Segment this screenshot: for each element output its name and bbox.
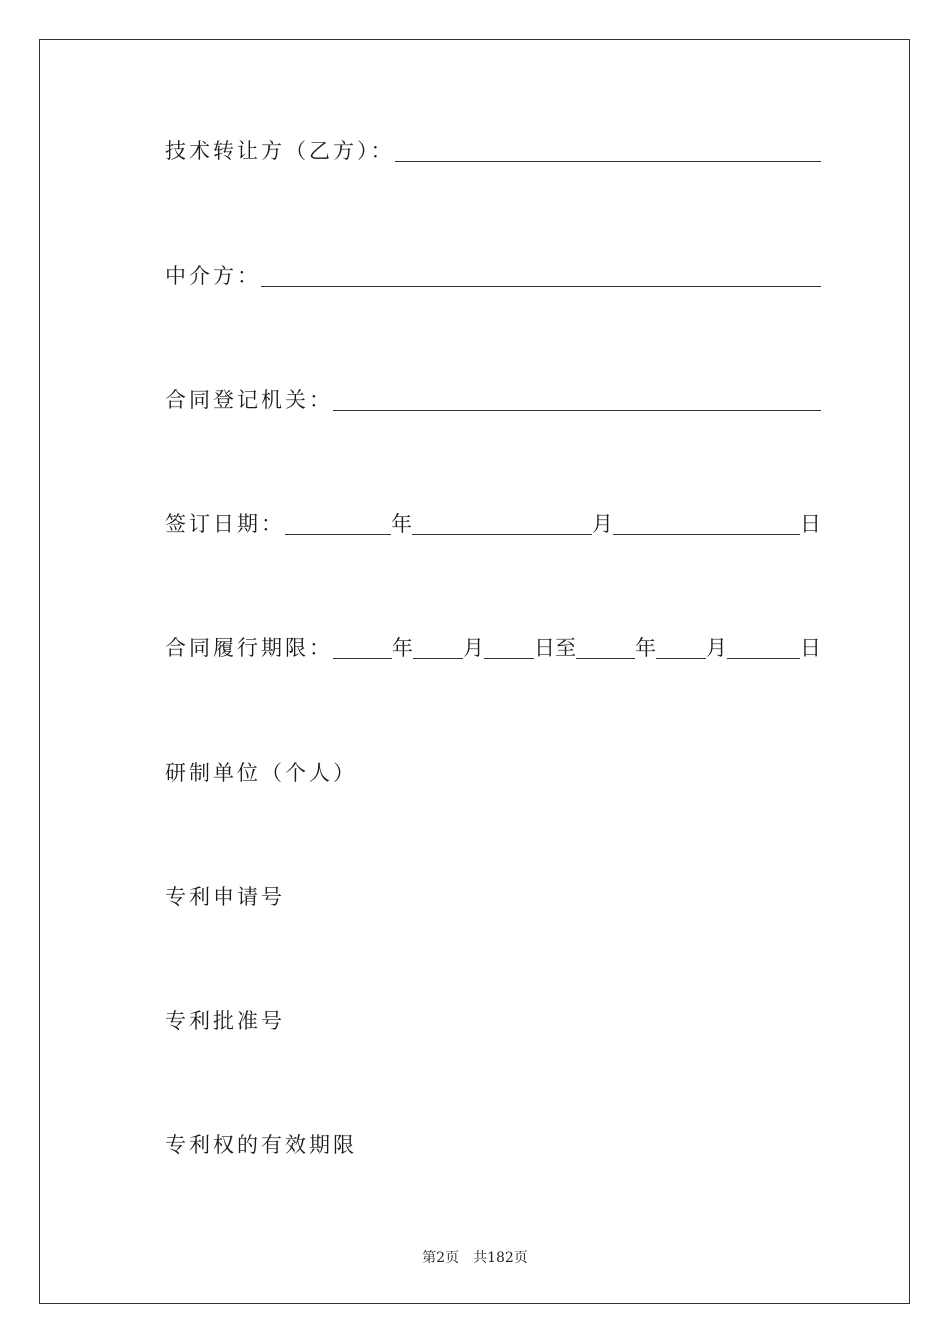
term-start-year-field[interactable]	[333, 632, 392, 659]
sign-day-field[interactable]	[613, 508, 800, 535]
sign-day-unit: 日	[800, 512, 821, 536]
total-pages: 共182页	[473, 1250, 528, 1266]
term-end-day-unit: 日	[800, 636, 821, 660]
registry-label: 合同登记机关：	[165, 388, 333, 412]
approval-no-label: 专利批准号	[165, 1009, 285, 1033]
term-end-month-unit: 月	[706, 636, 727, 660]
validity-row	[165, 1126, 821, 1160]
sign-year-unit: 年	[391, 512, 412, 536]
application-no-label: 专利申请号	[165, 885, 285, 909]
application-no-row	[165, 878, 821, 912]
sign-year-field[interactable]	[285, 508, 391, 535]
developer-row	[165, 754, 821, 788]
term-end-year-field[interactable]	[576, 632, 635, 659]
term-start-month-field[interactable]	[413, 632, 463, 659]
registry-row	[165, 381, 821, 415]
party-b-row	[165, 132, 821, 166]
sign-month-field[interactable]	[412, 508, 592, 535]
term-end-year-unit: 年	[635, 636, 656, 660]
page-border	[39, 39, 910, 1304]
term-row	[165, 629, 821, 663]
term-day-to-unit: 日至	[534, 636, 576, 660]
intermediary-field[interactable]	[261, 260, 821, 287]
party-b-field[interactable]	[395, 135, 822, 162]
sign-date-label: 签订日期：	[165, 512, 285, 536]
validity-label: 专利权的有效期限	[165, 1133, 357, 1157]
intermediary-label: 中介方：	[165, 264, 261, 288]
term-start-year-unit: 年	[392, 636, 413, 660]
page-number: 第2页	[422, 1250, 460, 1266]
sign-date-row	[165, 505, 821, 539]
approval-no-row	[165, 1002, 821, 1036]
page-footer	[0, 1247, 950, 1267]
party-b-label: 技术转让方（乙方）：	[165, 139, 395, 163]
sign-month-unit: 月	[592, 512, 613, 536]
intermediary-row	[165, 257, 821, 291]
term-label: 合同履行期限：	[165, 636, 333, 660]
registry-field[interactable]	[333, 384, 821, 411]
term-start-day-field[interactable]	[484, 632, 534, 659]
term-end-month-field[interactable]	[656, 632, 706, 659]
term-end-day-field[interactable]	[727, 632, 800, 659]
developer-label: 研制单位（个人）	[165, 761, 357, 785]
term-start-month-unit: 月	[463, 636, 484, 660]
